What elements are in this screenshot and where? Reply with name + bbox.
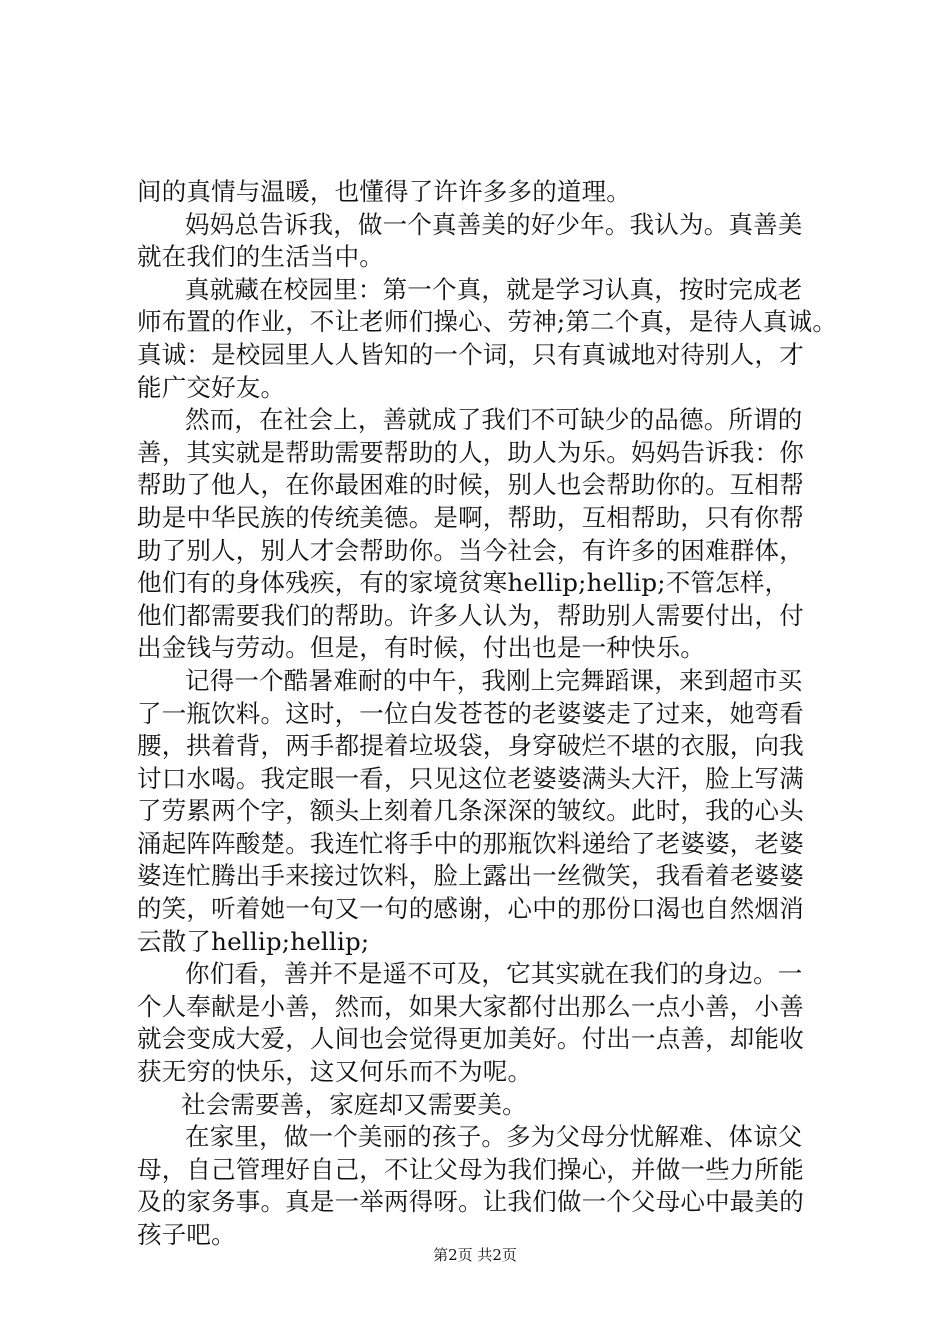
text-line: 了劳累两个字，额头上刻着几条深深的皱纹。此时，我的心头: [137, 796, 804, 826]
text-line: 他们有的身体残疾，有的家境贫寒hellip;hellip;不管怎样，: [137, 568, 790, 598]
text-line: 获无穷的快乐，这又何乐而不为呢。: [137, 1057, 533, 1087]
text-line: 腰，拱着背，两手都提着垃圾袋，身穿破烂不堪的衣服，向我: [137, 731, 804, 761]
text-line: 师布置的作业，不让老师们操心、劳神;第二个真，是待人真诚。: [137, 307, 838, 337]
text-line: 助是中华民族的传统美德。是啊，帮助，互相帮助，只有你帮: [137, 502, 804, 532]
text-line: 助了别人，别人才会帮助你。当今社会，有许多的困难群体，: [137, 535, 804, 565]
text-line: 的笑，听着她一句又一句的感谢，心中的那份口渴也自然烟消: [137, 894, 804, 924]
text-line: 记得一个酷暑难耐的中午，我刚上完舞蹈课，来到超市买: [185, 665, 803, 695]
text-line: 及的家务事。真是一举两得呀。让我们做一个父母心中最美的: [137, 1187, 804, 1217]
text-line: 善，其实就是帮助需要帮助的人，助人为乐。妈妈告诉我：你: [137, 437, 804, 467]
page-footer: 第2页 共2页: [433, 1246, 517, 1264]
text-line: 就在我们的生活当中。: [137, 242, 384, 272]
text-line: 云散了hellip;hellip;: [137, 926, 370, 956]
text-line: 孩子吧。: [137, 1220, 236, 1249]
text-line: 就会变成大爱，人间也会觉得更加美好。付出一点善，却能收: [137, 1024, 804, 1054]
text-line: 能广交好友。: [137, 372, 286, 402]
text-line: 出金钱与劳动。但是，有时候，付出也是一种快乐。: [137, 633, 706, 663]
text-line: 他们都需要我们的帮助。许多人认为，帮助别人需要付出，付: [137, 600, 804, 630]
text-line: 在家里，做一个美丽的孩子。多为父母分忧解难、体谅父: [185, 1122, 803, 1152]
text-line: 个人奉献是小善，然而，如果大家都付出那么一点小善，小善: [137, 991, 804, 1021]
text-line: 社会需要善，家庭却又需要美。: [181, 1089, 527, 1119]
text-line: 帮助了他人，在你最困难的时候，别人也会帮助你的。互相帮: [137, 470, 804, 500]
document-body: [137, 176, 841, 1252]
text-line: 母，自己管理好自己，不让父母为我们操心，并做一些力所能: [137, 1154, 804, 1184]
text-line: 间的真情与温暖，也懂得了许许多多的道理。: [137, 177, 631, 206]
text-line: 讨口水喝。我定眼一看，只见这位老婆婆满头大汗，脸上写满: [137, 763, 804, 793]
text-line: 真诚：是校园里人人皆知的一个词，只有真诚地对待别人，才: [137, 339, 804, 369]
text-line: 然而，在社会上，善就成了我们不可缺少的品德。所谓的: [185, 405, 803, 435]
text-line: 婆连忙腾出手来接过饮料，脸上露出一丝微笑，我看着老婆婆: [137, 861, 804, 891]
text-line: 妈妈总告诉我，做一个真善美的好少年。我认为。真善美: [185, 209, 803, 239]
text-line: 你们看，善并不是遥不可及，它其实就在我们的身边。一: [185, 959, 803, 989]
text-line: 了一瓶饮料。这时，一位白发苍苍的老婆婆走了过来，她弯看: [137, 698, 804, 728]
text-line: 涌起阵阵酸楚。我连忙将手中的那瓶饮料递给了老婆婆，老婆: [137, 828, 804, 858]
text-line: 真就藏在校园里：第一个真，就是学习认真，按时完成老: [185, 274, 803, 304]
